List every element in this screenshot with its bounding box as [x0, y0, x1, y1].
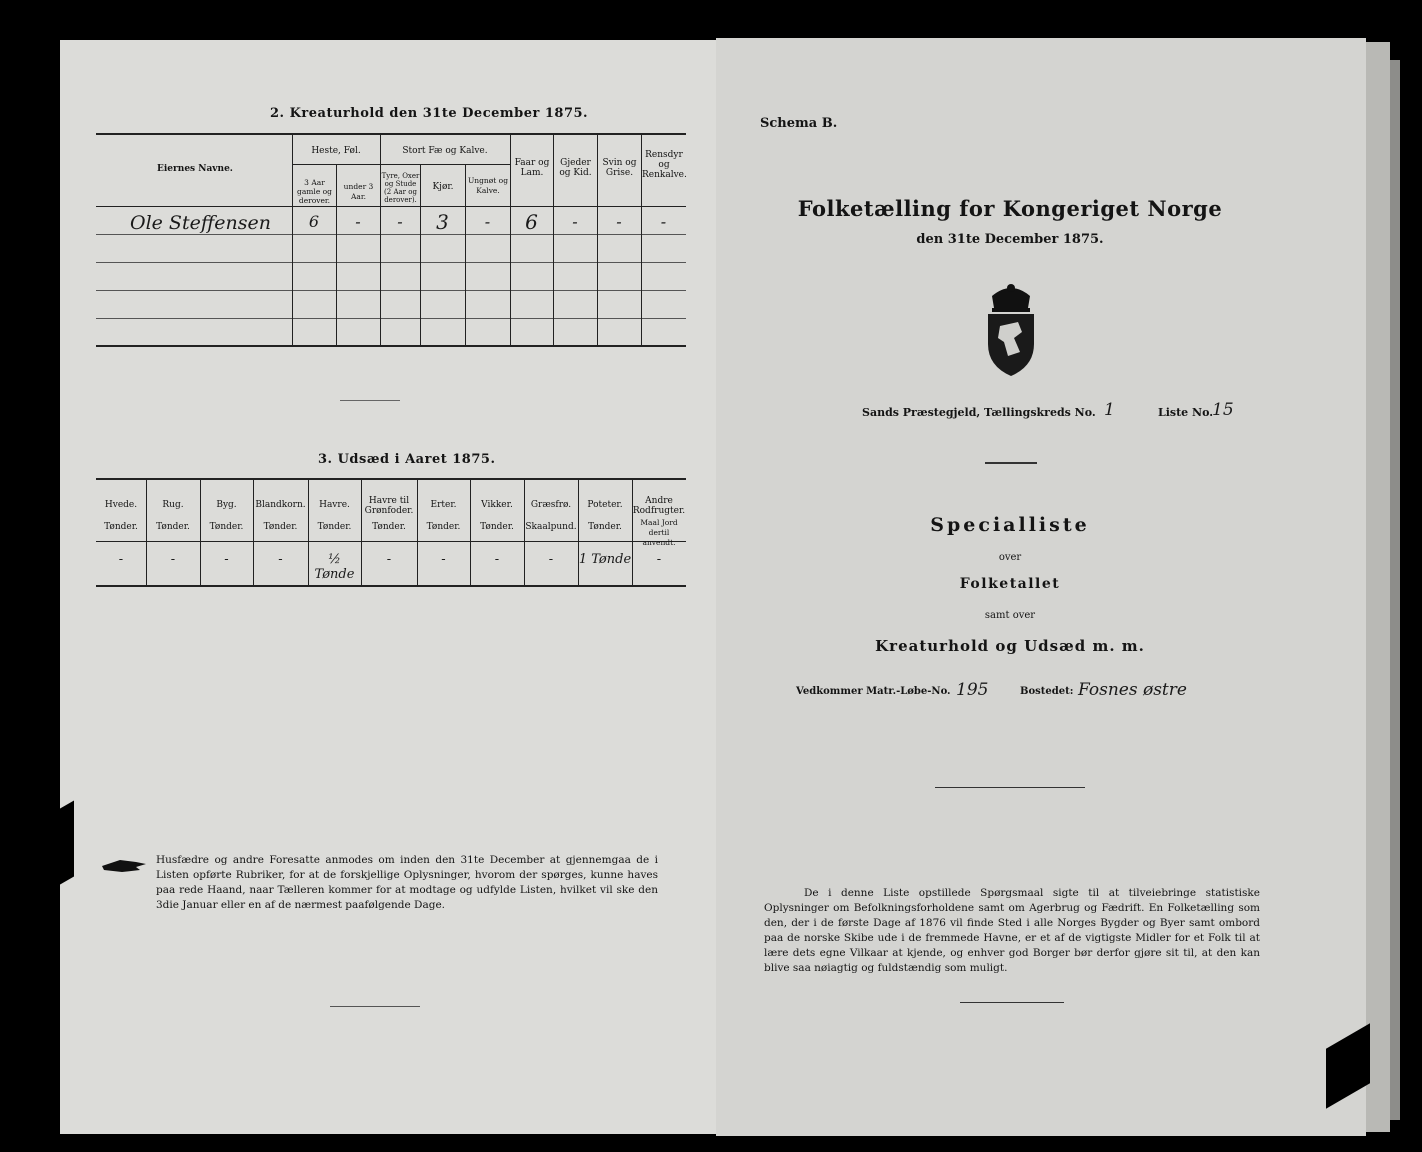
specialliste-heading: Specialliste [930, 514, 1090, 536]
seed-value: - [386, 552, 392, 567]
seed-header-unit: Tønder. [426, 522, 461, 532]
seed-value: - [170, 552, 176, 567]
seed-header-name: Andre Rodfrugter. [632, 496, 686, 516]
owner-name: Ole Steffensen [130, 212, 272, 234]
seed-header-name: Rug. [162, 500, 184, 510]
header-goats: Gjeder og Kid. [559, 158, 592, 178]
intro-paragraph: De i denne Liste opstillede Spørgsmaal sigte til at tilveiebringe statistiske Oplysninger om Befolkningsforholdene samt om Agerbrug og Fædrift. En Folketælling som den, der i de første Dage af 1876 vil finde Sted i alle Norges Bygder og Byer samt ombord paa de norske Skibe ude i de fremmede Havne, er et af de vigtigste Midler for et Folk til at lære dets egne Vilkaar at kjende, og enhver god Borger bør derfor gjøre sit til, at den kan blive saa nøiagtig og fuldstændig som muligt. [764, 887, 1260, 974]
seed-header-unit: Tønder. [588, 522, 622, 532]
seed-value: - [548, 552, 554, 567]
left-page [60, 40, 716, 1134]
table-col-line [578, 479, 579, 585]
schema-label: Schema B. [760, 116, 838, 131]
value-horses-3yr: 6 [308, 212, 320, 231]
liste-value: 15 [1212, 400, 1234, 420]
separator [960, 1002, 1064, 1003]
seed-header-unit: Tønder. [317, 522, 352, 532]
section-3-title: 3. Udsæd i Aaret 1875. [318, 452, 496, 467]
separator [330, 1006, 420, 1007]
seed-value: - [441, 552, 446, 567]
table-col-line [420, 165, 421, 345]
seed-header-name: Blandkorn. [255, 500, 306, 510]
table-rule [96, 478, 686, 480]
table-col-line [524, 479, 525, 585]
matr-value: 195 [956, 680, 989, 700]
value-goats: - [572, 212, 578, 231]
table-rule [96, 345, 686, 347]
table-col-line [146, 479, 147, 585]
seed-header-name: Erter. [430, 500, 457, 510]
liste-label: Liste No. [1158, 406, 1214, 419]
seed-header-name: Hvede. [104, 500, 138, 510]
seed-header-name: Græsfrø. [530, 500, 572, 510]
kreds-value: 1 [1104, 400, 1115, 420]
seed-value: - [278, 552, 283, 567]
seed-header-unit: Tønder. [263, 522, 298, 532]
table-col-line [200, 479, 201, 585]
seed-header-unit: Tønder. [104, 522, 138, 532]
matr-label: Vedkommer Matr.-Løbe-No. [796, 686, 951, 697]
seed-header-name: Havre til Grønfoder. [364, 496, 414, 516]
section-2-title: 2. Kreaturhold den 31te December 1875. [270, 106, 589, 121]
table-rule [96, 585, 686, 587]
seed-header-unit: Tønder. [209, 522, 244, 532]
table-rule [96, 541, 686, 542]
value-cattle-cows: 3 [436, 210, 449, 234]
header-cattle-young: Ungnøt og Kalve. [467, 176, 508, 195]
seed-value: - [656, 552, 662, 567]
table-col-line [417, 479, 418, 585]
separator [340, 400, 400, 401]
header-owner: Eiernes Navne. [157, 164, 233, 174]
header-horses: Heste, Føl. [311, 146, 361, 156]
folketallet-heading: Folketallet [959, 576, 1061, 592]
header-reindeer: Rensdyr og Renkalve. [642, 150, 687, 180]
table-col-line [361, 479, 362, 585]
seed-header-unit: Tønder. [156, 522, 190, 532]
value-cattle-bulls: - [397, 212, 403, 231]
kreaturhold-heading: Kreaturhold og Udsæd m. m. [875, 637, 1145, 655]
seed-value: - [224, 552, 229, 567]
bostedet-value: Fosnes østre [1078, 680, 1187, 700]
separator [985, 462, 1037, 464]
value-reindeer: - [660, 212, 667, 231]
table-col-line [470, 479, 471, 585]
seed-value: - [494, 552, 500, 567]
table-col-line [292, 134, 293, 345]
over-text: over [998, 552, 1022, 563]
separator [935, 787, 1085, 788]
table-col-line [253, 479, 254, 585]
seed-header-name: Byg. [216, 500, 237, 510]
seed-value: - [118, 552, 124, 567]
seed-header-unit: Maal Jord dertil anvendt. [640, 518, 678, 547]
value-sheep: 6 [525, 210, 538, 234]
header-sheep: Faar og Lam. [514, 158, 550, 178]
page-edge [1366, 42, 1390, 1132]
seed-header-unit: Tønder. [480, 522, 514, 532]
value-pigs: - [616, 212, 622, 231]
seed-header-name: Poteter. [587, 500, 623, 510]
samt-over-text: samt over [984, 610, 1036, 621]
header-horses-under3: under 3 Aar. [343, 182, 374, 201]
seed-header-unit: Skaalpund. [525, 522, 577, 532]
coat-of-arms-icon [978, 282, 1044, 378]
header-cattle-bulls: Tyre, Oxer og Stude (2 Aar og derover). [381, 172, 420, 204]
main-title: Folketælling for Kongeriget Norge [797, 196, 1223, 221]
seed-header-unit: Tønder. [372, 522, 406, 532]
table-rule [292, 164, 510, 165]
seed-value: ½ Tønde [314, 552, 355, 582]
table-col-line [380, 134, 381, 345]
value-cattle-young: - [484, 212, 491, 231]
header-cattle: Stort Fæ og Kalve. [402, 146, 488, 156]
header-horses-3yr: 3 Aar gamle og derover. [297, 178, 332, 205]
title-date: den 31te December 1875. [916, 232, 1104, 247]
bostedet-label: Bostedet: [1020, 686, 1074, 697]
seed-header-name: Vikker. [481, 500, 513, 510]
notice-text: Husfædre og andre Foresatte anmodes om inden den 31te December at gjennemgaa de i Listen opførte Rubriker, for at de forskjellige Oplysninger, hvorom der spørges, kunne haves paa rede Haand, naar Tælleren kommer for at modtage og udfylde Listen, hvilket vil ske den 3die Januar eller en af de nærmest paafølgende Dage. [156, 854, 658, 911]
seed-header-name: Havre. [319, 500, 350, 510]
pointing-hand-icon [100, 856, 150, 876]
value-horses-under3: - [355, 212, 361, 231]
seed-value: 1 Tønde [578, 552, 632, 567]
page-edge-shadow [1390, 60, 1400, 1120]
prestegjeld-label: Sands Præstegjeld, Tællingskreds No. [862, 406, 1096, 419]
header-cattle-cows: Kjør. [432, 182, 454, 192]
header-pigs: Svin og Grise. [602, 158, 637, 178]
